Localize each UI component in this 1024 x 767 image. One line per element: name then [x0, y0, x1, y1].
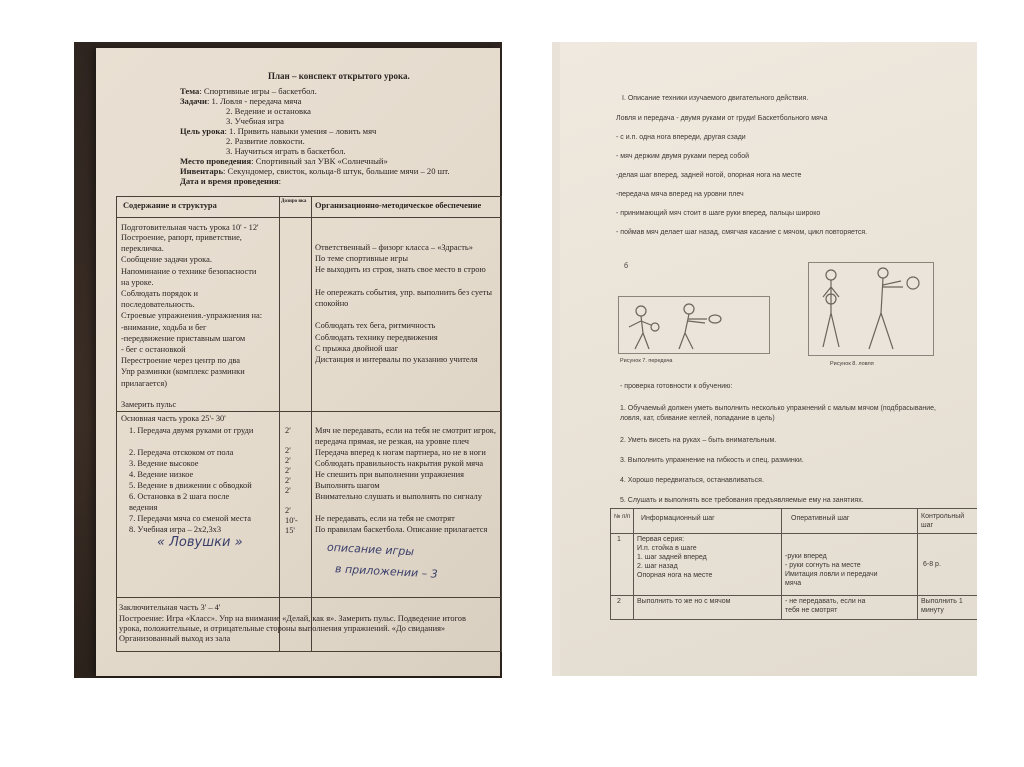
prep-left-line: Напоминание о технике безопасности: [121, 266, 257, 276]
main-item: 2. Передача отскоком от пола: [129, 448, 234, 457]
header-line-venue: Место проведения: Спортивный зал УВК «Солнечный»: [180, 156, 388, 166]
readiness-line: - проверка готовности к обучению:: [620, 383, 733, 390]
prep-right-line: Не опережать события, упр. выполнить без суеты: [315, 287, 492, 297]
lesson-plan-title: План – конспект открытого урока.: [268, 71, 410, 81]
prep-left-line: перекличка.: [121, 244, 164, 254]
main-dose: 2': [285, 476, 291, 485]
prep-right-line: Соблюдать тех бега, ритмичность: [315, 321, 436, 331]
prep-left-line: Строевые упражнения.-упражнения на:: [121, 311, 263, 321]
final-line-2: урока, положительные, и отрицательные стороны выполнения упражнений. «До свидания»: [119, 624, 446, 633]
prep-left-line: -передвижение приставным шагом: [121, 333, 246, 343]
final-line-3: Организованный выход из зала: [119, 634, 231, 643]
header-line-task-3: 3. Учебная игра: [226, 116, 284, 126]
main-dose: 2': [285, 456, 291, 465]
technique-line: - мяч держим двумя руками перед собой: [616, 153, 750, 160]
main-dose: 2': [285, 466, 291, 475]
row2-oper-2: тебя не смотрят: [785, 607, 838, 614]
handwriting-lovushki: « Ловушки »: [157, 535, 243, 550]
req-1b: ловля, кат, сбивание кеглей, попадание в цель): [620, 415, 775, 422]
main-dose: 2': [285, 506, 291, 515]
main-title: Основная часть урока 25'- 30': [121, 414, 226, 423]
prep-right-line: По теме спортивные игры: [315, 254, 409, 264]
main-note: Не передавать, если на тебя не смотрят: [315, 514, 455, 523]
header-line-tasks: Задачи: 1. Ловля - передача мяча: [180, 96, 302, 106]
table-header-dose: Дозиро вка: [281, 199, 307, 204]
header-line-goal: Цель урока: 1. Привить навыки умения – ловить мяч: [180, 126, 377, 136]
left-photo: [74, 42, 502, 678]
main-item: 6. Остановка в 2 шага после: [129, 492, 230, 501]
row1-oper-line: -руки вперед: [785, 553, 827, 560]
main-item: 1. Передача двумя руками от груди: [129, 426, 254, 435]
main-item: 3. Ведение высокое: [129, 459, 199, 468]
main-item: 5. Ведение в движении с обводкой: [129, 481, 252, 490]
technique-heading: I. Описание техники изучаемого двигательного действия.: [622, 95, 809, 102]
main-note: По правилам баскетбола. Описание прилагается: [315, 525, 488, 534]
lesson-plan-page: [96, 48, 500, 676]
prep-left-line: на уроке.: [121, 277, 154, 287]
main-note: Не спешить при выполнении упражнения: [315, 470, 464, 479]
header-line-goal-3: 3. Научиться играть в баскетбол.: [226, 146, 346, 156]
prep-left-line: последовательность.: [121, 300, 195, 310]
row2-ctrl-1: Выполнить 1: [921, 598, 963, 605]
figure-mark: б: [624, 263, 629, 270]
prep-left-line: Соблюдать порядок и: [121, 289, 198, 298]
handwriting-appendix: в приложении – 3: [334, 562, 439, 581]
header-line-inventory: Инвентарь: Секундомер, свисток, кольца-8 штук, большие мячи – 20 шт.: [180, 166, 450, 176]
steps-header-oper: Оперативный шаг: [791, 515, 850, 522]
row1-info-line: Первая серия:: [637, 536, 685, 543]
req-3: 3. Выполнить упражнение на гибкость и спец. разминки.: [620, 457, 804, 464]
prep-left-line: Построение, рапорт, приветствие,: [121, 233, 242, 242]
steps-header-info: Информационный шаг: [641, 515, 715, 522]
right-photo: [552, 42, 977, 676]
main-note: Передача вперед к ногам партнера, но не в ноги: [315, 448, 486, 457]
technique-line: - принимающий мяч стоит в шаге руки вперед, пальцы широко: [616, 210, 821, 217]
main-dose: 10'-: [285, 516, 298, 525]
prep-right-line: Соблюдать технику передвижения: [315, 332, 438, 342]
lesson-plan-table: [116, 196, 502, 652]
technique-line: -передача мяча вперед на уровни плеч: [616, 191, 744, 198]
technique-line: -делая шаг вперед, задней ногой, опорная нога на месте: [616, 172, 802, 179]
row2-oper-1: - не передавать, если на: [785, 598, 866, 605]
row1-info-line: 2. шаг назад: [637, 563, 678, 570]
table-header-content: Содержание и структура: [123, 201, 217, 210]
figure-pass: [618, 296, 770, 354]
prep-right-line: Не выходить из строя, знать свое место в строю: [315, 265, 486, 275]
prep-title: Подготовительная часть урока 10' - 12': [121, 223, 259, 232]
catch-illustration: [809, 263, 933, 355]
final-title: Заключительная часть 3' – 4': [119, 603, 221, 612]
prep-pulse: Замерить пульс: [121, 400, 177, 409]
header-line-goal-2: 2. Развитие ловкости.: [226, 136, 305, 146]
technique-line: - с и.п. одна нога впереди, другая сзади: [616, 134, 746, 141]
row1-info-line: Опорная нога на месте: [637, 572, 713, 579]
row2-info: Выполнить то же но с мячом: [637, 598, 731, 605]
row1-ctrl: 6-8 р.: [923, 561, 941, 568]
row1-info-line: 1. шаг задней вперед: [637, 554, 707, 561]
prep-left-line: Сообщение задачи урока.: [121, 255, 212, 265]
main-dose: 15': [285, 526, 295, 535]
main-note: Соблюдать правильность накрытия рукой мяча: [315, 459, 484, 468]
header-line-task-2: 2. Ведение и остановка: [226, 106, 311, 116]
row2-ctrl-2: минуту: [921, 607, 944, 614]
main-note: передача прямая, не резкая, на уровне плеч: [315, 437, 469, 446]
row1-oper-line: - руки согнуть на месте: [785, 562, 861, 569]
prep-left-line: - бег с остановкой: [121, 345, 186, 354]
main-note: Выполнять шагом: [315, 481, 380, 490]
steps-table: [610, 508, 977, 620]
row1-info-line: И.п. стойка в шаге: [637, 545, 697, 552]
prep-right-line: С прыжка двойной шаг: [315, 343, 399, 353]
handwriting-description: описание игры: [326, 540, 415, 559]
final-line-1: Построение: Игра «Класс». Упр на внимание «Делай, как я». Замерить пульс. Подведение итогов: [119, 614, 466, 623]
steps-header-ctrl: Контрольный шаг: [921, 513, 965, 529]
main-note: Мяч не передавать, если на тебя не смотрит игрок,: [315, 426, 496, 435]
technique-line: - поймав мяч делает шаг назад, смягчая касание с мячом, цикл повторяется.: [616, 229, 868, 236]
steps-header-num: № п/п: [614, 514, 631, 520]
row1-num: 1: [617, 536, 621, 543]
main-dose: 2': [285, 426, 291, 435]
header-line-topic: Тема: Спортивные игры – баскетбол.: [180, 86, 317, 96]
figure-catch-caption: Рисунок 8. ловля: [830, 361, 874, 367]
req-4: 4. Хорошо передвигаться, останавливаться.: [620, 477, 764, 484]
technique-line: Ловля и передача - двумя руками от груди! Баскетбольного мяча: [616, 115, 828, 122]
main-item: 7. Передачи мяча со сменой места: [129, 514, 251, 523]
pass-illustration: [619, 297, 769, 353]
req-5: 5. Слушать и выполнять все требования предъявляемые ему на занятиях.: [620, 497, 864, 504]
row1-oper-line: Имитация ловли и передачи: [785, 571, 878, 578]
prep-right-line: Ответственный – физорг класса – «Здрасть»: [315, 243, 473, 252]
main-note: Внимательно слушать и выполнять по сигналу: [315, 492, 482, 501]
prep-right-line: Дистанция и интервалы по указанию учителя: [315, 355, 478, 364]
prep-left-line: -внимание, ходьба и бег: [121, 322, 207, 332]
main-item: ведения: [129, 503, 158, 512]
technique-page: [560, 42, 977, 676]
figure-pass-caption: Рисунок 7. передача: [620, 358, 673, 364]
prep-right-line: спокойно: [315, 299, 349, 308]
row2-num: 2: [617, 598, 621, 605]
req-1a: 1. Обучаемый должен уметь выполнить несколько упражнений с малым мячом (подбрасывание,: [620, 405, 936, 412]
main-item: 8. Учебная игра – 2х2,3х3: [129, 525, 222, 534]
main-item: 4. Ведение низкое: [129, 470, 194, 479]
table-header-methods: Организационно-методическое обеспечение: [315, 201, 482, 210]
prep-left-line: прилагается): [121, 378, 168, 388]
req-2: 2. Уметь висеть на руках – быть внимательным.: [620, 437, 777, 444]
row1-oper-line: мяча: [785, 580, 802, 587]
main-dose: 2': [285, 486, 291, 495]
prep-left-line: Упр разминки (комплекс разминки: [121, 367, 245, 377]
figure-catch: [808, 262, 934, 356]
header-line-date: Дата и время проведения:: [180, 176, 282, 186]
main-dose: 2': [285, 446, 291, 455]
prep-left-line: Перестроение через центр по два: [121, 356, 240, 366]
